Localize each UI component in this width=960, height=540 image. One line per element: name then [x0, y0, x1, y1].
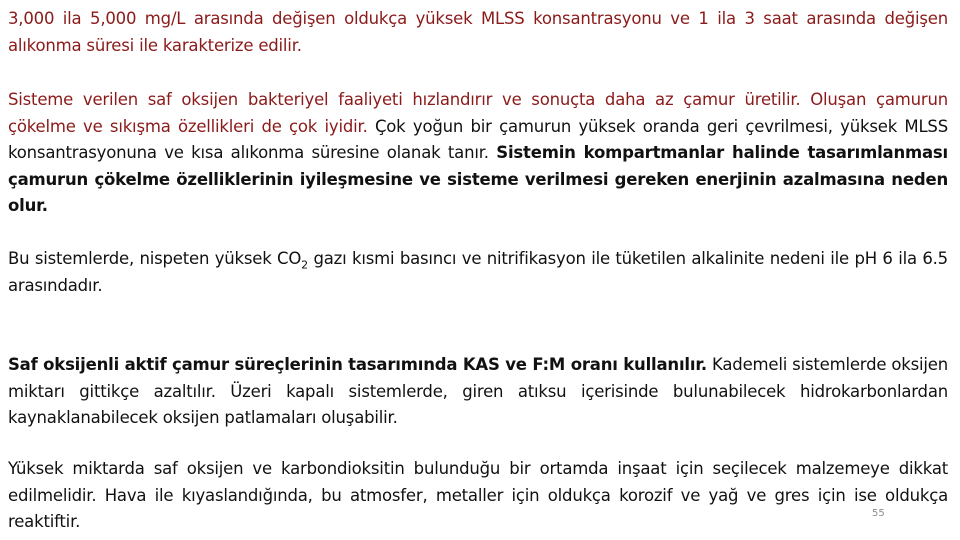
paragraph-design-normal: Kademeli sistemlerde oksijen miktarı gittikçe azaltılır. Üzeri kapalı sistemlerde, giren atıksu içerisinde bulunabilecek hidrokarbonlardan kaynaklanabilecek oksijen patlamaları oluşabilir.	[8, 355, 948, 427]
paragraph-pure-oxygen-middle: Çok yoğun bir çamurun yüksek oranda geri çevrilmesi, yüksek MLSS konsantrasyonuna ve kısa alıkonma süresine olanak tanır.	[8, 116, 948, 162]
paragraph-ph-before: Bu sistemlerde, nispeten yüksek CO	[8, 249, 302, 268]
co2-subscript: 2	[301, 258, 308, 272]
paragraph-design	[8, 352, 948, 432]
paragraph-ph	[8, 246, 948, 299]
paragraph-pure-oxygen-intro: Sisteme verilen saf oksijen bakteriyel faaliyeti hızlandırır ve sonuçta daha az çamur üretilir. Oluşan çamurun çökelme ve sıkışma özellikleri de çok iyidir.	[8, 90, 948, 136]
paragraph-pure-oxygen-bold: Sistemin kompartmanlar halinde tasarımlanması çamurun çökelme özelliklerinin iyileşmesine ve sisteme verilmesi gereken enerjinin azalmasına neden olur.	[8, 143, 949, 215]
paragraph-ph-after: gazı kısmi basıncı ve nitrifikasyon ile tüketilen alkalinite nedeni ile pH 6 ila 6.5 arasındadır.	[8, 249, 948, 295]
paragraph-design-bold: Saf oksijenli aktif çamur süreçlerinin tasarımında KAS ve F:M oranı kullanılır.	[8, 355, 707, 374]
page-number: 55	[872, 508, 885, 519]
paragraph-mlss	[8, 6, 948, 59]
paragraph-mlss-text: 3,000 ila 5,000 mg/L arasında değişen oldukça yüksek MLSS konsantrasyonu ve 1 ila 3 saat arasında değişen alıkonma süresi ile karakterize edilir.	[8, 9, 948, 55]
paragraph-pure-oxygen	[8, 87, 948, 220]
paragraph-materials	[8, 456, 948, 536]
paragraph-materials-text: Yüksek miktarda saf oksijen ve karbondioksitin bulunduğu bir ortamda inşaat için seçilecek malzemeye dikkat edilmelidir. Hava ile kıyaslandığında, bu atmosfer, metaller için oldukça korozif ve yağ ve gres için ise oldukça reaktiftir.	[8, 459, 948, 531]
